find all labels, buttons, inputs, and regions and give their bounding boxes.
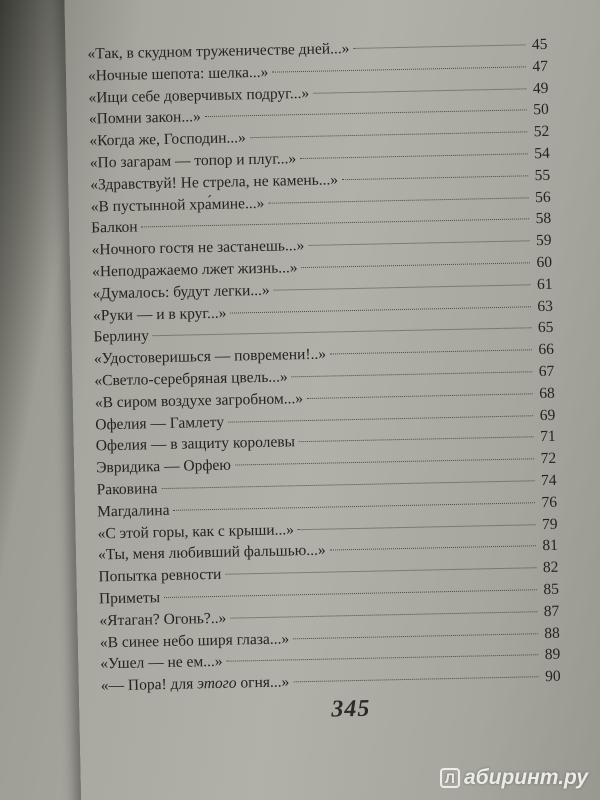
toc-leader-dots bbox=[353, 44, 525, 49]
toc-entry-title bbox=[90, 150, 297, 172]
toc-leader-dots bbox=[250, 132, 527, 139]
toc-title-text: «Ищи себе доверчивых подруг...» bbox=[88, 84, 310, 107]
toc-entry-title bbox=[87, 40, 349, 63]
toc-page-number: 90 bbox=[545, 667, 561, 686]
toc-leader-dots bbox=[293, 676, 538, 682]
toc-page-number: 55 bbox=[534, 166, 551, 184]
toc-leader-dots bbox=[330, 546, 536, 551]
toc-entry-title bbox=[88, 84, 309, 107]
toc-entry-title bbox=[91, 237, 304, 259]
toc-title-text: «Руки — и в круг...» bbox=[92, 304, 227, 325]
toc-leader-dots bbox=[274, 284, 531, 290]
toc-leader-dots bbox=[307, 393, 533, 399]
toc-page-number: 89 bbox=[544, 646, 561, 664]
toc-page-number: 71 bbox=[539, 428, 556, 446]
toc-entry-title bbox=[98, 566, 221, 587]
toc-leader-dots bbox=[173, 502, 535, 511]
toc-title-text: «Когда же, Господин...» bbox=[89, 129, 247, 150]
toc-entry-title bbox=[91, 194, 265, 216]
labirint-watermark bbox=[440, 766, 588, 790]
toc-page-number: 60 bbox=[536, 253, 553, 272]
toc-title-text: «В сиром воздухе загробном...» bbox=[94, 389, 304, 412]
page-number: 345 bbox=[331, 695, 371, 723]
toc-leader-dots bbox=[292, 371, 533, 377]
toc-title-text: «Неподражаемо лжет жизнь...» bbox=[91, 259, 298, 281]
toc-leader-dots bbox=[272, 66, 526, 72]
toc-leader-dots bbox=[235, 458, 534, 465]
toc-title-text: «С этой горы, как с крыши...» bbox=[97, 520, 295, 542]
toc-entry-title bbox=[95, 390, 304, 412]
toc-leader-dots bbox=[228, 415, 533, 422]
toc-page-number: 58 bbox=[535, 210, 552, 228]
toc-page-number: 52 bbox=[533, 123, 550, 141]
toc-entry-title bbox=[93, 304, 227, 325]
toc-title-text: Офелия — Гамлету bbox=[95, 413, 225, 433]
toc-page-number: 76 bbox=[541, 493, 558, 511]
toc-leader-dots bbox=[293, 633, 538, 639]
toc-entry-title bbox=[100, 630, 290, 652]
toc-entry-title bbox=[91, 219, 138, 238]
toc-title-text: Раковина bbox=[96, 480, 158, 499]
toc-leader-dots bbox=[298, 524, 536, 530]
toc-leader-dots bbox=[299, 437, 534, 443]
toc-entry-title bbox=[89, 129, 246, 150]
labirint-logo-icon: Л bbox=[440, 768, 460, 788]
toc-entry-title bbox=[101, 674, 290, 696]
toc-title-text: «Ты, меня любивший фальшью...» bbox=[97, 541, 326, 564]
toc-page-number: 68 bbox=[539, 384, 555, 402]
toc-leader-dots bbox=[268, 197, 528, 203]
watermark-text: абиринт.ру bbox=[463, 766, 588, 789]
toc-page-number: 82 bbox=[542, 558, 559, 577]
toc-entry-title bbox=[93, 328, 149, 347]
toc-title-text: «Ночного гостя не застанешь...» bbox=[91, 237, 305, 259]
toc-leader-dots bbox=[230, 306, 531, 313]
toc-title-text: Балкон bbox=[91, 218, 138, 237]
toc-entry-title bbox=[94, 368, 288, 390]
toc-entry-title bbox=[92, 259, 298, 281]
toc-page-number: 85 bbox=[543, 580, 560, 599]
toc-leader-dots bbox=[161, 480, 534, 489]
toc-entry-title bbox=[98, 542, 326, 565]
toc-leader-dots bbox=[164, 589, 537, 598]
toc-page-number: 74 bbox=[540, 471, 557, 490]
toc-title-text-end: огня...» bbox=[236, 673, 290, 692]
toc-entry-title bbox=[99, 609, 226, 630]
toc-entry-title bbox=[99, 589, 160, 608]
toc-page-number: 61 bbox=[536, 275, 553, 293]
toc-title-text: «Думалось: будут легки...» bbox=[92, 281, 270, 303]
toc-entry-title bbox=[94, 346, 326, 369]
toc-leader-dots bbox=[313, 88, 526, 93]
toc-leader-dots bbox=[330, 349, 532, 354]
toc-page-number: 63 bbox=[537, 297, 554, 315]
toc-page-number: 69 bbox=[539, 406, 556, 424]
toc-entry-title bbox=[100, 653, 223, 674]
toc-entry-title bbox=[90, 171, 338, 194]
toc-leader-dots bbox=[300, 153, 528, 159]
toc-page-number: 65 bbox=[537, 319, 554, 337]
toc-title-text: «По загарам — топор и плуг...» bbox=[89, 150, 297, 172]
toc-title-emphasis: этого bbox=[196, 674, 237, 693]
toc-leader-dots bbox=[153, 328, 532, 337]
toc-leader-dots bbox=[342, 175, 528, 180]
toc-page-number: 45 bbox=[531, 35, 548, 54]
toc-page-number: 88 bbox=[544, 624, 560, 642]
table-of-contents bbox=[87, 36, 561, 699]
toc-title-text: «Помни закон...» bbox=[88, 108, 201, 128]
toc-entry-title bbox=[97, 521, 294, 543]
toc-page-number: 47 bbox=[532, 57, 549, 76]
toc-title-text: «Светло-серебряная цвель...» bbox=[94, 368, 288, 390]
toc-title-text: «В пустынной хра́мине...» bbox=[90, 194, 265, 216]
toc-title-text: «Так, в скудном труженичестве дней...» bbox=[87, 40, 350, 63]
toc-title-text: Приметы bbox=[98, 589, 161, 608]
toc-title-text: Магдалина bbox=[96, 501, 170, 521]
toc-title-text: «Ятаган? Огонь?..» bbox=[99, 609, 227, 630]
toc-page-number: 67 bbox=[538, 362, 555, 381]
toc-page-number: 59 bbox=[535, 232, 552, 250]
toc-entry-title bbox=[88, 64, 269, 86]
toc-title-text: «— Пора! для bbox=[100, 675, 198, 695]
toc-title-text: Попытка ревности bbox=[98, 565, 222, 586]
toc-title-text: Эвридика — Орфею bbox=[96, 456, 232, 477]
toc-page-number: 87 bbox=[543, 602, 560, 620]
toc-page-number: 49 bbox=[532, 79, 549, 97]
book-page bbox=[64, 0, 600, 800]
toc-entry-title bbox=[95, 413, 224, 434]
toc-title-text: «Ночные шепота: шелка...» bbox=[87, 63, 269, 85]
toc-page-number: 54 bbox=[534, 144, 550, 163]
toc-page-number: 81 bbox=[542, 537, 559, 555]
toc-page-number: 56 bbox=[534, 188, 551, 206]
toc-leader-dots bbox=[230, 611, 537, 618]
toc-leader-dots bbox=[302, 262, 530, 268]
toc-entry-title bbox=[97, 480, 158, 499]
toc-page-number: 72 bbox=[540, 449, 557, 468]
toc-entry-title bbox=[97, 502, 170, 522]
toc-leader-dots bbox=[225, 567, 536, 575]
toc-page-number: 50 bbox=[533, 101, 550, 119]
toc-leader-dots bbox=[142, 219, 529, 228]
toc-title-text: «В синее небо ширя глаза...» bbox=[99, 629, 290, 651]
toc-title-text: Берлину bbox=[93, 327, 150, 346]
toc-leader-dots bbox=[308, 240, 529, 246]
toc-title-text: «Удостоверишься — повремени!..» bbox=[93, 345, 327, 368]
toc-page-number: 66 bbox=[538, 340, 555, 359]
toc-title-text: Офелия — в защиту королевы bbox=[95, 433, 296, 455]
toc-entry-title bbox=[89, 109, 201, 129]
toc-entry-title bbox=[96, 457, 231, 478]
toc-page-number: 79 bbox=[541, 515, 558, 533]
toc-title-text: «Ушел — не ем...» bbox=[100, 653, 223, 673]
toc-entry-title bbox=[96, 434, 296, 456]
toc-leader-dots bbox=[205, 110, 527, 118]
toc-entry-title bbox=[92, 282, 269, 304]
toc-leader-dots bbox=[227, 655, 539, 663]
toc-title-text: «Здравствуй! Не стрела, не камень...» bbox=[90, 171, 339, 194]
